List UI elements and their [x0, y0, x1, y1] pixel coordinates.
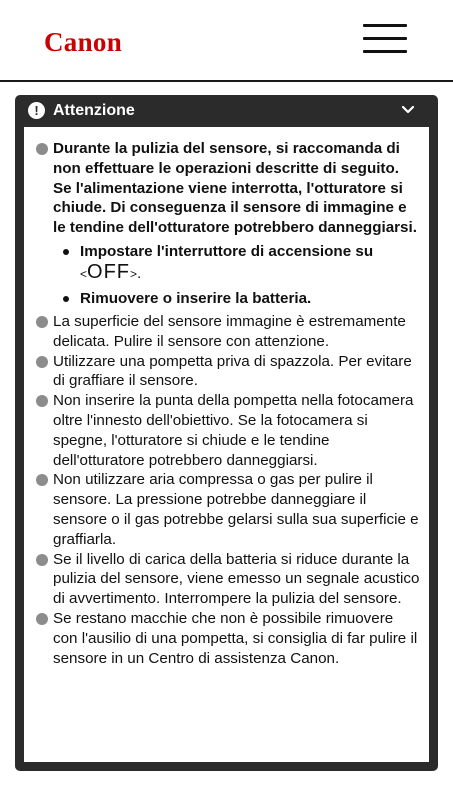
sub-bullet-icon: [63, 296, 69, 302]
list-item-text: Utilizzare una pompetta priva di spazzola. Per evitare di graffiare il sensore.: [53, 352, 412, 390]
bullet-icon: [36, 613, 48, 625]
chevron-down-icon[interactable]: [401, 105, 415, 115]
sub-list-item-text: Rimuovere o inserire la batteria.: [80, 289, 312, 307]
list-item: [36, 470, 421, 549]
menu-bar: [363, 50, 407, 53]
canon-logo[interactable]: Canon: [44, 27, 123, 57]
list-item-text: Non utilizzare aria compressa o gas per pulire il sensore. La pressione potrebbe danneggiare il sensore o il gas potrebbe gelarsi sulla sua superficie e graffiarla.: [53, 471, 419, 548]
caution-panel-body: [24, 127, 429, 762]
list-item-text: Non inserire la punta della pompetta nella fotocamera oltre l'innesto dell'obiettivo. Se la fotocamera si spegne, l'otturatore si chiude e le tendine dell'otturatore potrebbero danneggiarsi.: [53, 392, 414, 469]
hamburger-menu-icon[interactable]: [363, 24, 407, 54]
bullet-icon: [36, 316, 48, 328]
sub-list: [61, 241, 421, 309]
bullet-icon: [36, 143, 48, 155]
sentence-end: .: [137, 264, 142, 282]
sub-list-item: [61, 241, 421, 285]
bullet-icon: [36, 356, 48, 368]
list-item: [36, 312, 421, 352]
power-switch-setting: [80, 262, 421, 285]
caution-panel: [15, 95, 438, 771]
sub-list-item: [61, 288, 421, 309]
menu-bar: [363, 37, 407, 40]
list-item: [36, 550, 421, 609]
site-header: [0, 0, 453, 82]
list-item: [36, 609, 421, 668]
panel-title: Attenzione: [53, 102, 135, 119]
warning-icon: !: [28, 102, 45, 119]
list-item-text: La superficie del sensore immagine è estremamente delicata. Pulire il sensore con attenzione.: [53, 312, 406, 350]
list-item: [36, 139, 421, 309]
list-item-text: Se il livello di carica della batteria si riduce durante la pulizia del sensore, viene emesso un segnale acustico di avvertimento. Interrompere la pulizia del sensore.: [53, 550, 420, 608]
angle-close: >: [130, 266, 138, 281]
angle-open: <: [80, 266, 88, 281]
list-item-text: Se restano macchie che non è possibile rimuovere con l'ausilio di una pompetta, si consiglia di far pulire il sensore in un Centro di assistenza Canon.: [53, 609, 418, 667]
off-label: OFF: [87, 260, 131, 283]
sub-bullet-icon: [63, 249, 69, 255]
bullet-icon: [36, 395, 48, 407]
menu-bar: [363, 24, 407, 27]
caution-panel-header[interactable]: [15, 95, 438, 127]
bullet-icon: [36, 474, 48, 486]
list-item: [36, 391, 421, 470]
sub-list-item-text: Impostare l'interruttore di accensione su: [80, 242, 374, 260]
bullet-icon: [36, 554, 48, 566]
list-item-text: Durante la pulizia del sensore, si raccomanda di non effettuare le operazioni descritte di seguito. Se l'alimentazione viene interrotta, l'otturatore si chiude. Di conseguenza il sensore di immagine e le tendine dell'otturatore potrebbero danneggiarsi.: [53, 140, 417, 237]
list-item: [36, 352, 421, 392]
